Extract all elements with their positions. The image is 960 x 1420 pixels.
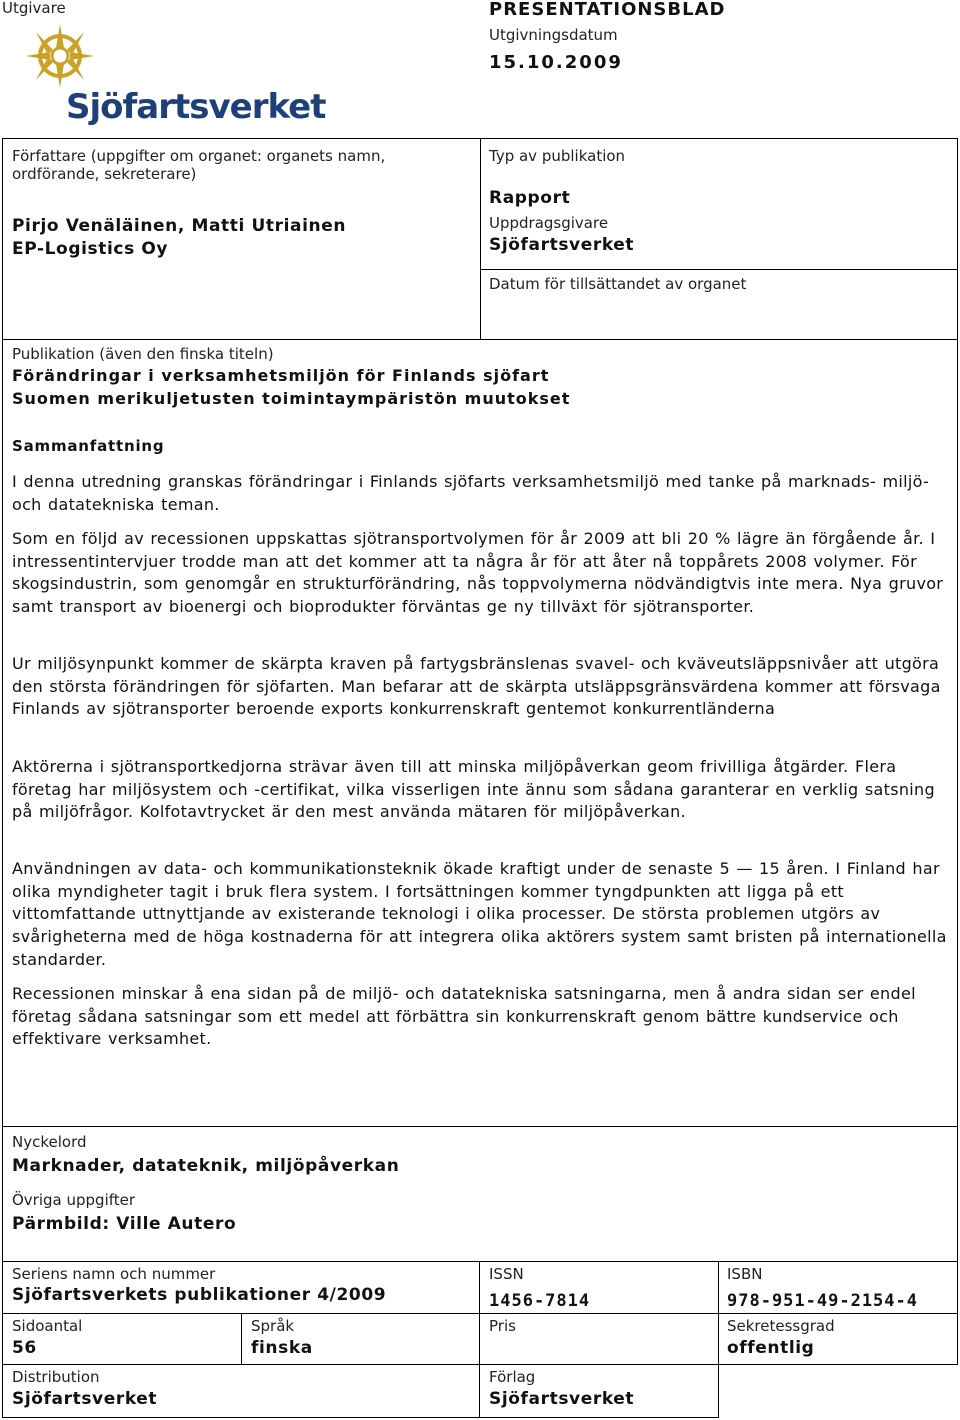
summary-paragraph-1: I denna utredning granskas förändringar i Finlands sjöfarts verksamhetsmiljö med tanke på marknads- miljö- och datatekniska teman.	[12, 472, 930, 514]
secrecy-value: offentlig	[727, 1338, 815, 1358]
issn-value: 1456-7814	[489, 1291, 591, 1311]
publication-title-sv: Förändringar i verksamhetsmiljön för Finlands sjöfart	[12, 366, 550, 385]
authors-label-line1: Författare (uppgifter om organet: organets namn,	[12, 147, 386, 165]
isbn-label: ISBN	[727, 1265, 763, 1283]
summary-paragraph-4: Aktörerna i sjötransportkedjorna strävar även till att minska miljöpåverkan geom frivilliga åtgärder. Flera företag har miljösystem och -certifikat, vilka visserligen inte ännu som sådana garanterar en verklig satsning på miljöfrågor. Kolfotavtrycket är den mest använda mätaren för miljöpåverkan.	[12, 757, 935, 822]
publication-date-value: 15.10.2009	[489, 52, 623, 73]
publication-date-label: Utgivningsdatum	[489, 26, 618, 44]
series-value: Sjöfartsverkets publikationer 4/2009	[12, 1285, 387, 1305]
other-info-label: Övriga uppgifter	[12, 1191, 136, 1209]
publisher-imprint-label: Förlag	[489, 1368, 536, 1386]
publication-label: Publikation (även den finska titeln)	[12, 345, 274, 363]
keywords-value: Marknader, datateknik, miljöpåverkan	[12, 1156, 400, 1176]
series-label: Seriens namn och nummer	[12, 1265, 216, 1283]
authors-names: Pirjo Venäläinen, Matti Utriainen	[12, 216, 347, 236]
appointed-date-label: Datum för tillsättandet av organet	[489, 275, 747, 293]
language-label: Språk	[251, 1317, 295, 1335]
distribution-value: Sjöfartsverket	[12, 1389, 158, 1409]
sjofartsverket-logo	[14, 22, 326, 134]
document-type: PRESENTATIONSBLAD	[489, 0, 726, 20]
summary-paragraph-3: Ur miljösynpunkt kommer de skärpta kraven på fartygsbränslenas svavel- och kväveutsläppsnivåer att utgöra den största förändringen för sjöfarten. Man befarar att de skärpta utsläppsgränsvärdena kommer att försvaga Finlands av sjötransporter beroende exports konkurrenskraft gentemot konkurrentländerna	[12, 654, 941, 719]
commissioner-value: Sjöfartsverket	[489, 235, 635, 255]
authors-company: EP-Logistics Oy	[12, 239, 169, 259]
price-label: Pris	[489, 1317, 516, 1335]
compass-rose-icon	[20, 22, 100, 92]
logo-wordmark: Sjöfartsverket	[66, 87, 326, 127]
isbn-value: 978-951-49-2154-4	[727, 1291, 918, 1311]
pages-value: 56	[12, 1338, 37, 1358]
publication-title-fi: Suomen merikuljetusten toimintaympäristön muutokset	[12, 389, 571, 408]
secrecy-label: Sekretessgrad	[727, 1317, 835, 1335]
distribution-label: Distribution	[12, 1368, 100, 1386]
other-info-value: Pärmbild: Ville Autero	[12, 1214, 237, 1234]
commissioner-label: Uppdragsgivare	[489, 214, 609, 232]
summary-paragraph-2: Som en följd av recessionen uppskattas sjötransportvolymen för år 2009 att bli 20 % lägre än förgående år. I intressentintervjuer trodde man att det kommer att ta några år för att åter nå toppårets 2008 volymer. För skogsindustrin, som genomgår en strukturförändring, nås toppvolymerna nödvändigtvis inte mera. Nya gruvor samt transport av bioenergi och bioprodukter förväntas ge ny tillväxt för sjötransporter.	[12, 529, 944, 617]
publication-type-label: Typ av publikation	[489, 147, 626, 165]
keywords-box	[2, 1126, 958, 1262]
keywords-label: Nyckelord	[12, 1133, 87, 1151]
language-value: finska	[251, 1338, 313, 1358]
authors-label-line2: ordförande, sekreterare)	[12, 165, 197, 183]
summary-heading: Sammanfattning	[12, 437, 165, 455]
publisher-imprint-value: Sjöfartsverket	[489, 1389, 635, 1409]
pages-label: Sidoantal	[12, 1317, 83, 1335]
publication-type-value: Rapport	[489, 188, 571, 208]
issn-label: ISSN	[489, 1265, 524, 1283]
publisher-label: Utgivare	[2, 0, 66, 17]
summary-paragraph-6: Recessionen minskar å ena sidan på de miljö- och datatekniska satsningarna, men å andra sidan ser endel företag sådana satsningar som ett medel att förbättra sin konkurrenskraft genom bättre kundservice och effektivare verksamhet.	[12, 984, 916, 1049]
summary-paragraph-5: Användningen av data- och kommunikationsteknik ökade kraftigt under de senaste 5 — 15 åren. I Finland har olika myndigheter tagit i bruk flera system. I fortsättningen kommer tyngdpunkten att ligga på ett vittomfattande uttnyttjande av existerande teknologi i olika processer. De största problemen utgörs av svårigheterna med de höga kostnaderna för att integrera olika aktörers system samt bristen på internationella standarder.	[12, 859, 947, 969]
